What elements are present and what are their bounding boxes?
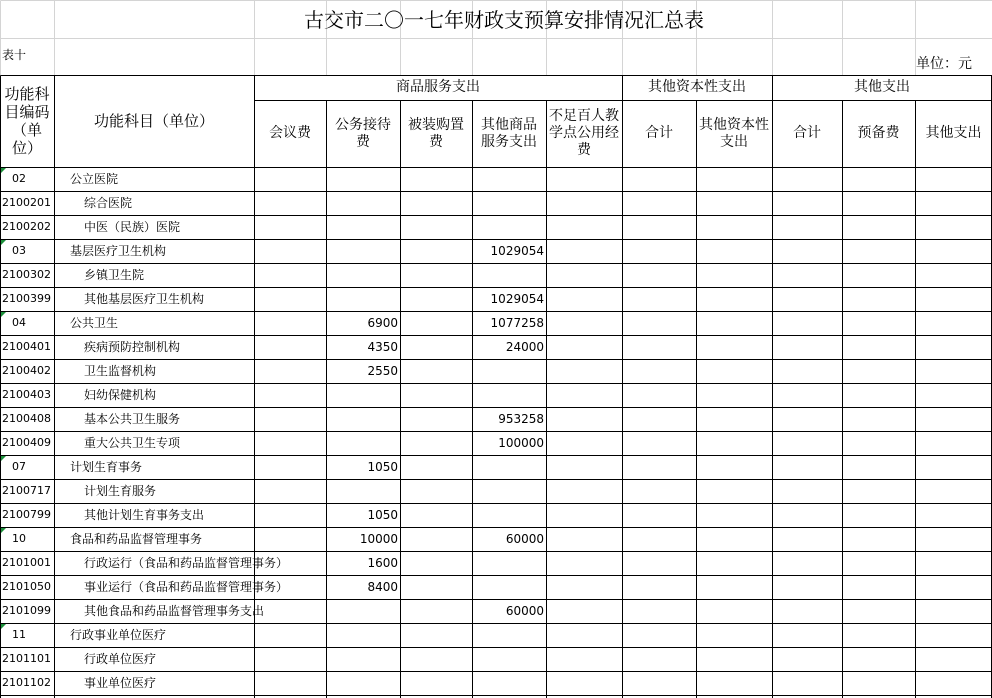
value-cell[interactable] (696, 172, 772, 187)
value-cell[interactable] (915, 532, 992, 547)
value-cell[interactable] (472, 388, 546, 403)
value-cell[interactable] (842, 436, 915, 451)
value-cell[interactable] (400, 484, 472, 499)
value-cell[interactable] (326, 172, 400, 187)
value-cell[interactable] (546, 652, 622, 667)
value-cell[interactable] (696, 364, 772, 379)
row-name[interactable]: 卫生监督机构 (84, 364, 157, 378)
header-col-0: 会议费 (269, 125, 311, 141)
value-cell[interactable] (254, 604, 326, 619)
value-cell[interactable] (400, 628, 472, 643)
row-name[interactable]: 公立医院 (70, 172, 119, 186)
value-cell[interactable] (400, 460, 472, 475)
header-group-capital: 其他资本性支出 (648, 79, 746, 95)
value-cell[interactable] (400, 316, 472, 331)
value-cell[interactable] (400, 292, 472, 307)
value-cell[interactable] (400, 220, 472, 235)
value-cell[interactable] (400, 268, 472, 283)
value-cell[interactable] (400, 676, 472, 691)
value-cell[interactable] (696, 676, 772, 691)
header-group-goods-services: 商品服务支出 (396, 79, 480, 95)
value-cell[interactable] (254, 580, 326, 595)
value-cell[interactable] (326, 484, 400, 499)
header-code: 功能科目编码（单位） (4, 85, 50, 157)
value-cell[interactable] (546, 580, 622, 595)
value-cell[interactable] (915, 340, 992, 355)
value-cell[interactable] (772, 364, 842, 379)
value-cell[interactable]: 953258 (498, 412, 544, 426)
value-cell[interactable] (696, 484, 772, 499)
value-cell[interactable] (546, 604, 622, 619)
value-cell[interactable] (915, 556, 992, 571)
row-code[interactable]: 2100302 (2, 268, 51, 281)
value-cell[interactable] (915, 628, 992, 643)
value-cell[interactable] (622, 604, 696, 619)
value-cell[interactable] (400, 388, 472, 403)
value-cell[interactable] (546, 556, 622, 571)
value-cell[interactable]: 60000 (505, 532, 544, 546)
value-cell[interactable] (696, 268, 772, 283)
value-cell[interactable] (400, 244, 472, 259)
value-cell[interactable] (254, 484, 326, 499)
value-cell[interactable] (842, 292, 915, 307)
value-cell[interactable] (546, 388, 622, 403)
value-cell[interactable] (915, 652, 992, 667)
value-cell[interactable] (546, 508, 622, 523)
value-cell[interactable] (696, 436, 772, 451)
value-cell[interactable] (842, 580, 915, 595)
value-cell[interactable] (546, 292, 622, 307)
value-cell[interactable] (472, 676, 546, 691)
value-cell[interactable] (326, 412, 400, 427)
value-cell[interactable] (842, 268, 915, 283)
value-cell[interactable] (400, 652, 472, 667)
row-name[interactable]: 乡镇卫生院 (84, 268, 145, 282)
value-cell[interactable] (546, 460, 622, 475)
value-cell[interactable] (842, 604, 915, 619)
value-cell[interactable] (326, 268, 400, 283)
value-cell[interactable] (546, 484, 622, 499)
value-cell[interactable] (842, 508, 915, 523)
value-cell[interactable] (915, 436, 992, 451)
value-cell[interactable] (772, 508, 842, 523)
header-col-6: 其他资本性支出 (699, 116, 769, 150)
value-cell[interactable] (772, 652, 842, 667)
value-cell[interactable] (696, 556, 772, 571)
value-cell[interactable] (915, 676, 992, 691)
value-cell[interactable] (472, 580, 546, 595)
value-cell[interactable] (546, 436, 622, 451)
value-cell[interactable] (772, 244, 842, 259)
value-cell[interactable] (546, 412, 622, 427)
row-code[interactable]: 2100201 (2, 196, 51, 209)
row-code[interactable]: 2100799 (2, 508, 51, 521)
value-cell[interactable] (696, 460, 772, 475)
row-name[interactable]: 计划生育服务 (84, 484, 157, 498)
row-name[interactable]: 基本公共卫生服务 (84, 412, 181, 426)
value-cell[interactable] (696, 508, 772, 523)
value-cell[interactable] (696, 388, 772, 403)
value-cell[interactable] (696, 316, 772, 331)
value-cell[interactable]: 4350 (367, 340, 398, 354)
value-cell[interactable] (546, 244, 622, 259)
value-cell[interactable]: 24000 (505, 340, 544, 354)
value-cell[interactable] (400, 436, 472, 451)
row-code[interactable]: 04 (12, 316, 26, 329)
value-cell[interactable]: 2550 (367, 364, 398, 378)
value-cell[interactable] (254, 460, 326, 475)
header-col-9: 其他支出 (925, 125, 982, 141)
value-cell[interactable] (622, 532, 696, 547)
value-cell[interactable] (472, 220, 546, 235)
value-cell[interactable] (772, 172, 842, 187)
row-code[interactable]: 2101101 (2, 652, 51, 665)
value-cell[interactable] (915, 220, 992, 235)
value-cell[interactable] (472, 268, 546, 283)
value-cell[interactable] (326, 196, 400, 211)
value-cell[interactable] (546, 364, 622, 379)
header-col-7: 合计 (793, 125, 821, 141)
value-cell[interactable]: 8400 (367, 580, 398, 594)
row-code[interactable]: 2100403 (2, 388, 51, 401)
value-cell[interactable] (696, 604, 772, 619)
value-cell[interactable] (772, 436, 842, 451)
value-cell[interactable] (696, 628, 772, 643)
row-code[interactable]: 2101102 (2, 676, 51, 689)
value-cell[interactable] (622, 652, 696, 667)
value-cell[interactable] (400, 508, 472, 523)
row-name[interactable]: 其他基层医疗卫生机构 (84, 292, 205, 306)
value-cell[interactable] (915, 508, 992, 523)
value-cell[interactable] (696, 412, 772, 427)
row-name[interactable]: 事业单位医疗 (84, 676, 157, 690)
value-cell[interactable] (254, 244, 326, 259)
value-cell[interactable] (546, 220, 622, 235)
value-cell[interactable] (254, 364, 326, 379)
value-cell[interactable] (772, 268, 842, 283)
value-cell[interactable] (254, 532, 326, 547)
value-cell[interactable] (326, 220, 400, 235)
row-code[interactable]: 11 (12, 628, 26, 641)
value-cell[interactable]: 1029054 (490, 292, 544, 306)
value-cell[interactable] (622, 316, 696, 331)
value-cell[interactable] (772, 628, 842, 643)
row-name[interactable]: 其他计划生育事务支出 (84, 508, 205, 522)
row-code[interactable]: 10 (12, 532, 26, 545)
value-cell[interactable] (915, 460, 992, 475)
header-col-3: 其他商品服务支出 (481, 116, 537, 150)
value-cell[interactable] (254, 220, 326, 235)
value-cell[interactable] (772, 676, 842, 691)
value-cell[interactable] (326, 292, 400, 307)
value-cell[interactable] (472, 652, 546, 667)
value-cell[interactable] (622, 460, 696, 475)
value-cell[interactable] (546, 340, 622, 355)
value-cell[interactable] (400, 340, 472, 355)
row-code[interactable]: 2100401 (2, 340, 51, 353)
value-cell[interactable]: 1077258 (490, 316, 544, 330)
value-cell[interactable] (472, 460, 546, 475)
value-cell[interactable]: 1050 (367, 460, 398, 474)
row-name[interactable]: 行政事业单位医疗 (70, 628, 167, 642)
value-cell[interactable] (622, 172, 696, 187)
value-cell[interactable] (772, 388, 842, 403)
value-cell[interactable] (622, 292, 696, 307)
value-cell[interactable]: 1600 (367, 556, 398, 570)
value-cell[interactable] (842, 484, 915, 499)
value-cell[interactable] (400, 532, 472, 547)
value-cell[interactable]: 10000 (359, 532, 398, 546)
header-col-8: 预备费 (857, 125, 900, 141)
table-number: 表十 (2, 48, 27, 62)
row-code[interactable]: 03 (12, 244, 26, 257)
value-cell[interactable] (772, 220, 842, 235)
value-cell[interactable] (696, 580, 772, 595)
row-name[interactable]: 事业运行（食品和药品监督管理事务） (84, 580, 289, 594)
value-cell[interactable] (772, 484, 842, 499)
value-cell[interactable] (546, 268, 622, 283)
value-cell[interactable] (842, 388, 915, 403)
value-cell[interactable] (622, 508, 696, 523)
value-cell[interactable] (915, 244, 992, 259)
value-cell[interactable] (254, 652, 326, 667)
value-cell[interactable] (915, 316, 992, 331)
row-name[interactable]: 行政单位医疗 (84, 652, 157, 666)
value-cell[interactable] (326, 388, 400, 403)
row-name[interactable]: 其他食品和药品监督管理事务支出 (84, 604, 265, 618)
value-cell[interactable] (842, 316, 915, 331)
value-cell[interactable] (400, 364, 472, 379)
value-cell[interactable] (546, 316, 622, 331)
value-cell[interactable] (915, 364, 992, 379)
value-cell[interactable] (772, 604, 842, 619)
value-cell[interactable] (254, 556, 326, 571)
value-cell[interactable] (400, 556, 472, 571)
value-cell[interactable] (254, 508, 326, 523)
value-cell[interactable] (772, 340, 842, 355)
value-cell[interactable] (772, 532, 842, 547)
value-cell[interactable] (915, 580, 992, 595)
row-name[interactable]: 食品和药品监督管理事务 (70, 532, 203, 546)
value-cell[interactable] (842, 532, 915, 547)
row-name[interactable]: 公共卫生 (70, 316, 119, 330)
row-name[interactable]: 重大公共卫生专项 (84, 436, 181, 450)
value-cell[interactable] (842, 196, 915, 211)
header-col-5: 合计 (645, 125, 673, 141)
value-cell[interactable] (842, 652, 915, 667)
value-cell[interactable] (842, 172, 915, 187)
value-cell[interactable] (472, 508, 546, 523)
value-cell[interactable] (772, 292, 842, 307)
value-cell[interactable] (772, 580, 842, 595)
value-cell[interactable] (842, 244, 915, 259)
value-cell[interactable] (254, 196, 326, 211)
value-cell[interactable] (326, 676, 400, 691)
value-cell[interactable] (622, 268, 696, 283)
value-cell[interactable] (842, 460, 915, 475)
value-cell[interactable] (696, 220, 772, 235)
value-cell[interactable] (842, 220, 915, 235)
value-cell[interactable] (254, 628, 326, 643)
value-cell[interactable] (772, 412, 842, 427)
value-cell[interactable] (400, 412, 472, 427)
value-cell[interactable] (400, 196, 472, 211)
value-cell[interactable] (696, 292, 772, 307)
row-code[interactable]: 2100402 (2, 364, 51, 377)
row-code[interactable]: 02 (12, 172, 26, 185)
value-cell[interactable] (622, 436, 696, 451)
row-code[interactable]: 2100409 (2, 436, 51, 449)
value-cell[interactable] (400, 580, 472, 595)
row-code[interactable]: 2101050 (2, 580, 51, 593)
value-cell[interactable] (772, 316, 842, 331)
value-cell[interactable] (546, 172, 622, 187)
value-cell[interactable] (472, 196, 546, 211)
value-cell[interactable] (622, 556, 696, 571)
value-cell[interactable] (696, 196, 772, 211)
value-cell[interactable] (546, 532, 622, 547)
value-cell[interactable] (254, 412, 326, 427)
row-code[interactable]: 2100202 (2, 220, 51, 233)
value-cell[interactable] (842, 412, 915, 427)
value-cell[interactable] (772, 460, 842, 475)
value-cell[interactable] (696, 532, 772, 547)
row-name[interactable]: 妇幼保健机构 (84, 388, 157, 402)
value-cell[interactable] (622, 220, 696, 235)
value-cell[interactable] (622, 676, 696, 691)
value-cell[interactable] (326, 436, 400, 451)
value-cell[interactable] (254, 436, 326, 451)
value-cell[interactable] (772, 196, 842, 211)
header-col-1: 公务接待费 (335, 116, 391, 150)
value-cell[interactable] (472, 172, 546, 187)
row-code[interactable]: 2100408 (2, 412, 51, 425)
value-cell[interactable] (326, 604, 400, 619)
row-code[interactable]: 2101099 (2, 604, 51, 617)
row-name[interactable]: 中医（民族）医院 (84, 220, 181, 234)
value-cell[interactable] (842, 556, 915, 571)
value-cell[interactable] (622, 340, 696, 355)
value-cell[interactable] (622, 244, 696, 259)
value-cell[interactable] (622, 412, 696, 427)
value-cell[interactable] (915, 172, 992, 187)
value-cell[interactable] (622, 484, 696, 499)
value-cell[interactable] (546, 196, 622, 211)
value-cell[interactable] (546, 628, 622, 643)
row-name[interactable]: 综合医院 (84, 196, 133, 210)
value-cell[interactable] (472, 628, 546, 643)
value-cell[interactable] (400, 172, 472, 187)
value-cell[interactable] (546, 676, 622, 691)
value-cell[interactable]: 1050 (367, 508, 398, 522)
value-cell[interactable] (915, 412, 992, 427)
value-cell[interactable] (915, 388, 992, 403)
value-cell[interactable] (696, 652, 772, 667)
value-cell[interactable]: 6900 (367, 316, 398, 330)
value-cell[interactable] (842, 628, 915, 643)
value-cell[interactable] (915, 268, 992, 283)
value-cell[interactable] (622, 388, 696, 403)
value-cell[interactable] (915, 484, 992, 499)
value-cell[interactable] (326, 628, 400, 643)
value-cell[interactable] (696, 244, 772, 259)
row-name[interactable]: 基层医疗卫生机构 (70, 244, 167, 258)
value-cell[interactable] (472, 484, 546, 499)
value-cell[interactable] (326, 244, 400, 259)
row-code[interactable]: 2100399 (2, 292, 51, 305)
value-cell[interactable] (696, 340, 772, 355)
value-cell[interactable] (915, 292, 992, 307)
value-cell[interactable] (622, 364, 696, 379)
sheet-title: 古交市二〇一七年财政支预算安排情况汇总表 (304, 8, 704, 32)
row-name[interactable]: 计划生育事务 (70, 460, 143, 474)
value-cell[interactable] (472, 556, 546, 571)
row-code[interactable]: 2101001 (2, 556, 51, 569)
value-cell[interactable] (254, 676, 326, 691)
value-cell[interactable]: 100000 (498, 436, 544, 450)
value-cell[interactable] (772, 556, 842, 571)
value-cell[interactable] (400, 604, 472, 619)
row-name[interactable]: 疾病预防控制机构 (84, 340, 181, 354)
value-cell[interactable] (915, 196, 992, 211)
row-code[interactable]: 2100717 (2, 484, 51, 497)
value-cell[interactable] (622, 628, 696, 643)
value-cell[interactable] (915, 604, 992, 619)
row-name[interactable]: 行政运行（食品和药品监督管理事务） (84, 556, 289, 570)
value-cell[interactable] (254, 340, 326, 355)
value-cell[interactable] (472, 364, 546, 379)
value-cell[interactable]: 60000 (505, 604, 544, 618)
row-code[interactable]: 07 (12, 460, 26, 473)
value-cell[interactable] (622, 196, 696, 211)
value-cell[interactable] (622, 580, 696, 595)
value-cell[interactable] (842, 340, 915, 355)
unit-label: 单位：元 (916, 56, 972, 72)
value-cell[interactable] (254, 388, 326, 403)
value-cell[interactable] (254, 292, 326, 307)
value-cell[interactable] (842, 676, 915, 691)
value-cell[interactable] (254, 268, 326, 283)
header-name: 功能科目（单位） (93, 112, 214, 130)
value-cell[interactable] (254, 172, 326, 187)
value-cell[interactable] (326, 652, 400, 667)
header-col-4: 不足百人教学点公用经费 (549, 108, 619, 158)
value-cell[interactable] (254, 316, 326, 331)
value-cell[interactable] (842, 364, 915, 379)
header-group-other: 其他支出 (854, 79, 910, 95)
header-col-2: 被装购置费 (408, 116, 464, 150)
value-cell[interactable]: 1029054 (490, 244, 544, 258)
